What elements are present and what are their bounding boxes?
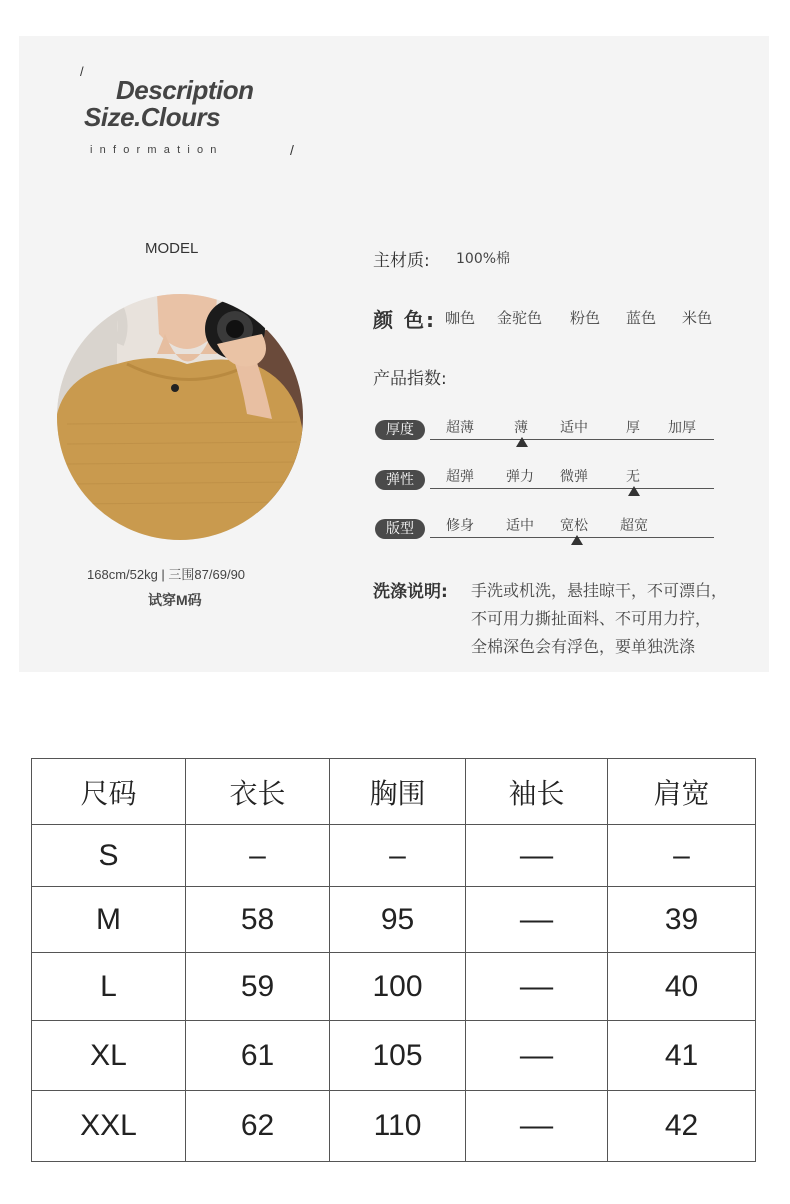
thickness-option: 加厚 [668, 420, 696, 436]
elasticity-indicator-icon [628, 486, 640, 496]
header-shoulder: 肩宽 [608, 759, 756, 825]
header-bust: 胸围 [330, 759, 466, 825]
decor-slash-bottom: / [290, 142, 294, 158]
cell-size: XXL [32, 1091, 186, 1162]
decor-slash-top: / [80, 64, 84, 79]
table-row [32, 1021, 756, 1091]
header-sleeve: 袖长 [466, 759, 608, 825]
header-length: 衣长 [186, 759, 330, 825]
thickness-indicator-icon [516, 437, 528, 447]
color-option: 咖色 [445, 309, 476, 327]
size-table [31, 758, 756, 1162]
elasticity-option: 弹力 [506, 469, 534, 485]
fit-type-option: 适中 [506, 518, 534, 534]
fit-type-indicator-icon [571, 535, 583, 545]
product-index-label: 产品指数: [373, 369, 447, 389]
fit-type-option: 超宽 [620, 518, 648, 534]
thickness-option: 厚 [626, 420, 640, 436]
table-row [32, 887, 756, 953]
wash-line: 全棉深色会有浮色，要单独洗涤 [471, 637, 696, 656]
cell-bust: 100 [330, 953, 466, 1021]
table-row [32, 1091, 756, 1162]
cell-shoulder: 40 [608, 953, 756, 1021]
cell-size: S [32, 825, 186, 887]
fit-type-option: 修身 [446, 518, 474, 534]
material-value: 100%棉 [456, 251, 511, 267]
cell-sleeve: –– [466, 825, 608, 887]
table-row [32, 825, 756, 887]
cell-bust: – [330, 825, 466, 887]
model-heading: MODEL [145, 240, 199, 257]
fit-type-badge: 版型 [375, 519, 425, 539]
table-row [32, 953, 756, 1021]
model-fit-size: 试穿M码 [148, 592, 202, 608]
cell-size: M [32, 887, 186, 953]
cell-length: – [186, 825, 330, 887]
thickness-option: 超薄 [446, 420, 474, 436]
elasticity-option: 超弹 [446, 469, 474, 485]
cell-sleeve: –– [466, 887, 608, 953]
cell-shoulder: 39 [608, 887, 756, 953]
cell-bust: 105 [330, 1021, 466, 1091]
cell-shoulder: 42 [608, 1091, 756, 1162]
subtitle-information: information [90, 144, 224, 156]
cell-length: 62 [186, 1091, 330, 1162]
elasticity-option: 微弹 [560, 469, 588, 485]
cell-size: XL [32, 1021, 186, 1091]
color-option: 米色 [682, 309, 713, 327]
material-label: 主材质: [373, 251, 430, 271]
thickness-option: 薄 [514, 420, 528, 436]
cell-sleeve: –– [466, 1091, 608, 1162]
model-photo [57, 294, 303, 540]
model-illustration [57, 294, 303, 540]
table-header-row [32, 759, 756, 825]
cell-shoulder: – [608, 825, 756, 887]
elasticity-scale-line [430, 488, 714, 489]
color-option: 金驼色 [497, 309, 543, 327]
elasticity-badge: 弹性 [375, 470, 425, 490]
thickness-scale-line [430, 439, 714, 440]
thickness-option: 适中 [560, 420, 588, 436]
wash-line: 不可用力撕扯面料、不可用力拧， [471, 609, 712, 628]
header-size: 尺码 [32, 759, 186, 825]
color-option: 蓝色 [626, 309, 657, 327]
cell-length: 59 [186, 953, 330, 1021]
cell-size: L [32, 953, 186, 1021]
cell-length: 61 [186, 1021, 330, 1091]
fit-type-option: 宽松 [560, 518, 588, 534]
elasticity-option: 无 [626, 469, 640, 485]
cell-shoulder: 41 [608, 1021, 756, 1091]
cell-bust: 95 [330, 887, 466, 953]
wash-line: 手洗或机洗，悬挂晾干，不可漂白， [471, 581, 728, 600]
color-label: 颜 色: [373, 308, 436, 332]
thickness-badge: 厚度 [375, 420, 425, 440]
cell-sleeve: –– [466, 1021, 608, 1091]
cell-sleeve: –– [466, 953, 608, 1021]
cell-bust: 110 [330, 1091, 466, 1162]
model-stats: 168cm/52kg | 三围87/69/90 [87, 567, 246, 582]
title-description: Description [116, 75, 254, 105]
cell-length: 58 [186, 887, 330, 953]
title-size-colours: Size.Clours [84, 102, 221, 132]
wash-label: 洗涤说明: [373, 582, 448, 602]
color-option: 粉色 [570, 309, 601, 327]
